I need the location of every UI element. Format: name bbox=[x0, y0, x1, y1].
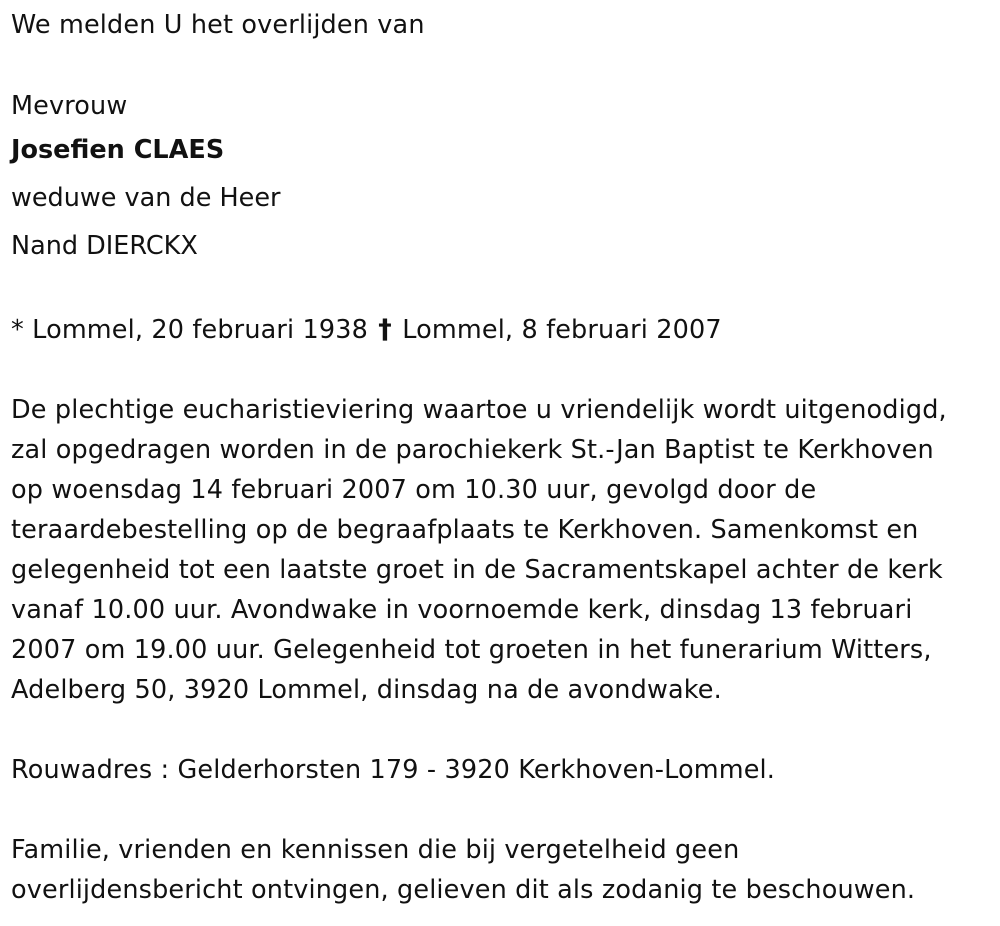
life-dates bbox=[11, 310, 991, 350]
intro-text: We melden U het overlijden van bbox=[11, 10, 425, 40]
paragraph-line: De plechtige eucharistieviering waartoe u vriendelijk wordt uitgenodigd, bbox=[11, 395, 947, 425]
cross-icon: † bbox=[378, 314, 392, 345]
paragraph-line: op woensdag 14 februari 2007 om 10.30 uur, gevolgd door de bbox=[11, 475, 817, 505]
closing-paragraph bbox=[11, 830, 991, 910]
deceased-name: Josefien CLAES bbox=[11, 135, 225, 165]
birth-info: * Lommel, 20 februari 1938 bbox=[11, 315, 369, 345]
mourning-address: Rouwadres : Gelderhorsten 179 - 3920 Kerkhoven-Lommel. bbox=[11, 755, 776, 785]
paragraph-line: Familie, vrienden en kennissen die bij vergetelheid geen bbox=[11, 835, 740, 865]
paragraph-line: overlijdensbericht ontvingen, gelieven dit als zodanig te beschouwen. bbox=[11, 875, 916, 905]
death-info: Lommel, 8 februari 2007 bbox=[402, 315, 722, 345]
ceremony-paragraph bbox=[11, 390, 991, 710]
deceased-title: Mevrouw bbox=[11, 91, 128, 121]
paragraph-line: teraardebestelling op de begraafplaats te Kerkhoven. Samenkomst en bbox=[11, 515, 919, 545]
paragraph-line: zal opgedragen worden in de parochiekerk St.-Jan Baptist te Kerkhoven bbox=[11, 435, 934, 465]
relation-text: weduwe van de Heer bbox=[11, 183, 281, 213]
spouse-name: Nand DIERCKX bbox=[11, 231, 198, 261]
paragraph-line: gelegenheid tot een laatste groet in de Sacramentskapel achter de kerk bbox=[11, 555, 943, 585]
paragraph-line: Adelberg 50, 3920 Lommel, dinsdag na de avondwake. bbox=[11, 675, 722, 705]
paragraph-line: vanaf 10.00 uur. Avondwake in voornoemde kerk, dinsdag 13 februari bbox=[11, 595, 913, 625]
death-notice bbox=[11, 0, 991, 910]
paragraph-line: 2007 om 19.00 uur. Gelegenheid tot groeten in het funerarium Witters, bbox=[11, 635, 932, 665]
